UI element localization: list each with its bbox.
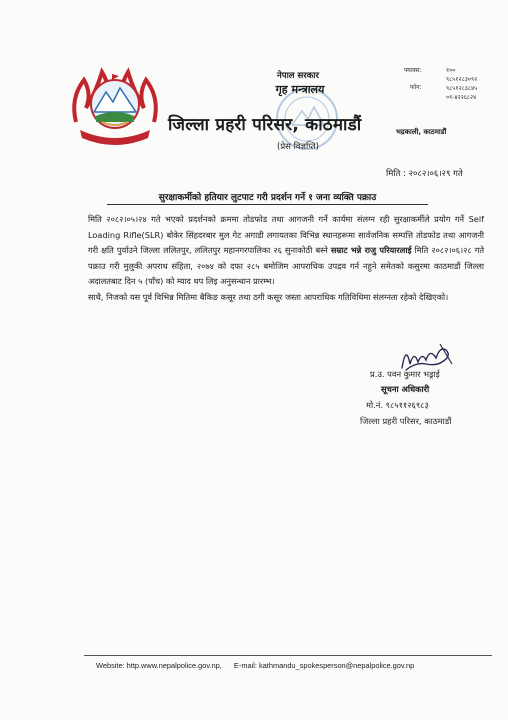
- footer-divider: [84, 655, 492, 656]
- signatory-mobile: मो.नं. ९८५११२६९८३: [366, 400, 429, 410]
- paragraph-1: [88, 212, 484, 290]
- office-address: भद्रकाली, काठमाडौं: [396, 128, 447, 136]
- footer-website[interactable]: Website: http.www.nepalpolice.gov.np,: [96, 661, 222, 670]
- signatory-office: जिल्ला प्रहरी परिसर, काठमाडौं: [360, 416, 452, 426]
- nepal-emblem: [66, 62, 164, 152]
- release-date: मिति : २०८२।०६।२९ गते: [386, 169, 463, 179]
- phone-number-2: ०१-४२२६८२४: [446, 94, 477, 101]
- footer: [96, 661, 414, 670]
- government-name: नेपाल सरकार: [277, 71, 319, 81]
- footer-email[interactable]: E-mail: kathmandu_spokesperson@nepalpolice.gov.np: [233, 661, 415, 670]
- tel-number-2: ९८५१२८३०९२: [446, 76, 478, 83]
- suspect-name: सम्राट भन्ने राजु परियारलाई: [330, 245, 412, 256]
- tel-label: फ्याक्स:: [404, 67, 422, 74]
- body-text: [88, 212, 484, 306]
- signatory-name: प्र.उ. पवन कुमार भड्राई: [370, 369, 440, 379]
- headline: सुरक्षाकर्मीको हतियार लुटपाट गरी प्रदर्शन गर्ने १ जना व्यक्ति पक्राउ: [107, 190, 428, 205]
- paragraph-1-part-a: मिति २०८२।०५।२४ गते भएको प्रदर्शनको क्रममा तोडफोड तथा आगजनी गर्ने कार्यमा संलग्न रही सुरक्षाकर्मीले प्रयोग गर्ने Self Loading Rifle(SLR) बोकेर सिंहदरबार मुल गेट अगाडी लगायतका विभिन्न स्थानहरूमा सार्वजनिक सम्पत्ति तोडफोड तथा आगजनी गरी क्षति पुर्याउने जिल्ला ललितपुर, ललितपुर महानगरपालिका २६ सुनाकोठी बस्ने: [88, 214, 484, 256]
- tel-number-1: १००: [446, 67, 456, 74]
- phone-number-1: ९८५१२८३८४५: [446, 85, 478, 92]
- paragraph-1-part-b: मिति २०८२।०६।२८ गते पक्राउ गरी मुलुकी अपराध संहिता, २०७४ को दफा २८५ बमोजिम आपराधिक उपद्रव गर्न नहुने समेतको कसुरमा काठमाडौं जिल्ला अदालतबाट दिन ५ (पाँच) को म्याद थप लिइ अनुसन्धान प्रारम्भ।: [88, 245, 484, 287]
- paragraph-2: साथै, निजको यस पूर्व विभिन्न मितिमा बैकिङ कसूर तथा ठगी कसूर जस्ता आपराधिक गतिविधिमा संलग्नता रहेको देखिएको।: [88, 291, 449, 302]
- phone-label: फोन:: [410, 84, 422, 91]
- office-title: जिल्ला प्रहरी परिसर, काठमाडौं: [168, 115, 362, 135]
- ministry-name: गृह मन्त्रालय: [275, 83, 325, 96]
- press-release-label: (प्रेस विज्ञप्ति): [277, 142, 319, 152]
- signatory-title: सूचना अधिकारी: [381, 384, 430, 394]
